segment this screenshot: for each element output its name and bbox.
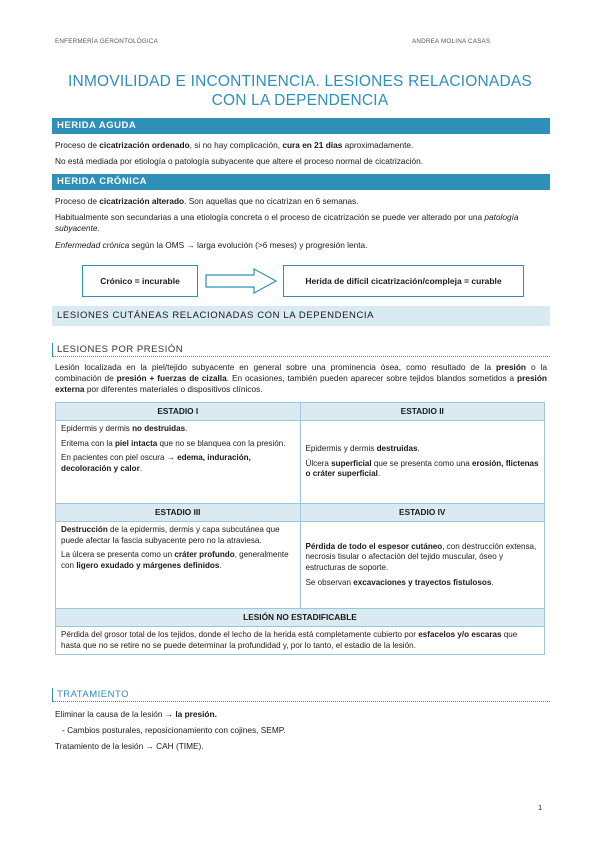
text-run: Proceso de — [55, 196, 100, 206]
section-heading-aguda: HERIDA AGUDA — [52, 118, 550, 134]
page-title: INMOVILIDAD E INCONTINENCIA. LESIONES RELACIONADAS CON LA DEPENDENCIA — [68, 73, 532, 109]
text-run: . — [219, 560, 222, 570]
text-run: que hasta que no se retire no se puede determinar la profundidad y, por lo tanto, el estadio de la lesión. — [61, 630, 518, 650]
text-run: Se observan — [305, 577, 354, 587]
table-header-estadio-1: ESTADIO I — [56, 403, 301, 421]
text-run: o la combinación de — [55, 362, 547, 383]
text-italic: Enfermedad crónica — [55, 240, 130, 250]
presion-paragraph — [55, 362, 547, 395]
text-run: Pérdida del grosor total de los tejidos, donde el lecho de la herida está completamente cubierto por — [61, 630, 419, 639]
text-run: . En ocasiones, también pueden aparecer sobre tejidos blandos sometidos a — [226, 373, 518, 383]
table-cell-estadio-3 — [56, 522, 301, 609]
header-right: ANDREA MOLINA CASAS — [412, 38, 491, 45]
text-run: por diferentes materiales o dispositivos clínicos. — [84, 384, 263, 394]
text-run: La úlcera se presenta como un — [61, 550, 175, 560]
text-run: que no se blanquea con la presión. — [157, 438, 286, 448]
text-bold: destruidas — [376, 444, 418, 454]
table-header-estadio-4: ESTADIO IV — [300, 504, 545, 522]
section-heading-cronica: HERIDA CRÓNICA — [52, 174, 550, 190]
text-bold: presión externa — [55, 373, 547, 394]
text-run: según la OMS → larga evolución (>6 meses) y progresión lenta. — [129, 240, 368, 250]
section-heading-lesiones: LESIONES CUTÁNEAS RELACIONADAS CON LA DEPENDENCIA — [52, 306, 550, 326]
text-bold: superficial — [331, 458, 372, 468]
text-run: Eliminar la causa de la lesión → — [55, 709, 176, 719]
text-bold: edema, induración, decoloración y calor — [61, 453, 251, 473]
aguda-line-1 — [55, 140, 547, 151]
text-bold: cráter profundo — [174, 550, 235, 560]
right-arrow-icon — [204, 268, 278, 294]
tratamiento-line-1 — [55, 709, 547, 720]
text-bold: ligero exudado y márgenes definidos — [76, 560, 220, 570]
stages-table — [55, 402, 545, 655]
text-run: Eritema con la — [61, 438, 115, 448]
text-bold: Destrucción — [61, 525, 108, 534]
text-run: . — [139, 463, 142, 473]
text-run: . Son aquellas que no cicatrizan en 6 semanas. — [184, 196, 359, 206]
text-bold: esfacelos y/o escaras — [418, 630, 502, 639]
table-header-estadio-2: ESTADIO II — [300, 403, 545, 421]
flow-box-herida-dificil: Herida de difícil cicatrización/compleja = curable — [283, 265, 524, 297]
text-bold: no destruidas — [132, 424, 186, 433]
text-bold: cicatrización alterado — [99, 196, 185, 206]
text-run: Lesión localizada en la piel/tejido subyacente en general sobre una prominencia ósea, como resultado de la — [55, 362, 497, 372]
text-bold: erosión, flictenas o cráter superficial — [305, 458, 539, 479]
subheading-tratamiento: TRATAMIENTO — [52, 688, 550, 702]
text-bold: cura en 21 días — [282, 140, 343, 150]
text-run: Epidermis y dermis — [305, 444, 377, 454]
text-run: aproximadamente. — [342, 140, 414, 150]
text-run: , si no hay complicación, — [189, 140, 283, 150]
subheading-lesiones-presion: LESIONES POR PRESIÓN — [52, 343, 550, 357]
text-run: Epidermis y dermis — [61, 424, 133, 433]
text-bold: Pérdida de todo el espesor cutáneo — [305, 541, 443, 551]
text-bold: piel intacta — [114, 438, 158, 448]
text-run: Úlcera — [305, 458, 332, 468]
text-bold: presión + fuerzas de cizalla — [116, 373, 227, 383]
table-cell-no-estadificable — [56, 627, 545, 655]
aguda-line-2: No está mediada por etiología o patología subyacente que altere el proceso normal de cicatrización. — [55, 156, 424, 166]
table-cell-estadio-2 — [300, 421, 545, 504]
page-number: 1 — [538, 803, 543, 812]
text-run: . — [491, 577, 494, 587]
table-cell-estadio-1 — [56, 421, 301, 504]
table-header-no-estadificable: LESIÓN NO ESTADIFICABLE — [56, 609, 545, 627]
tratamiento-line-3: Tratamiento de la lesión → CAH (TIME). — [55, 741, 204, 751]
text-run: . — [97, 223, 100, 233]
text-italic: patología subyacente — [55, 212, 519, 233]
text-run: En pacientes con piel oscura → — [61, 453, 178, 463]
text-run: Habitualmente son secundarias a una etiología concreta o el proceso de cicatrización se puede ver alterado por una — [55, 212, 485, 222]
text-run: . — [185, 424, 188, 433]
cronica-line-1 — [55, 196, 547, 207]
cronica-line-2 — [55, 212, 547, 234]
text-run: de la epidermis, dermis y capa subcutánea que puede afectar la fascia subyacente pero no la atraviesa. — [61, 525, 280, 545]
flow-box-cronico: Crónico = incurable — [82, 265, 198, 297]
text-bold: presión — [496, 362, 526, 372]
text-run: . — [417, 444, 420, 454]
text-run: , generalmente con — [61, 550, 289, 570]
text-bold: cicatrización ordenado — [99, 140, 190, 150]
table-header-estadio-3: ESTADIO III — [56, 504, 301, 522]
text-run: que se presenta como una — [371, 458, 472, 468]
text-run: . — [377, 469, 381, 479]
table-cell-estadio-4 — [300, 522, 545, 609]
tratamiento-line-2: - Cambios posturales, reposicionamiento con cojines, SEMP. — [62, 725, 286, 735]
header-left: ENFERMERÍA GERONTOLÓGICA — [55, 38, 159, 45]
cronica-line-3 — [55, 240, 547, 251]
text-bold: excavaciones y trayectos fistulosos — [353, 577, 492, 587]
text-run: , con destrucción extensa, necrosis tisular o afectación del tejido muscular, óseo y estructuras de soporte. — [305, 541, 537, 572]
text-bold: la presión. — [175, 709, 217, 719]
text-run: Proceso de — [55, 140, 100, 150]
